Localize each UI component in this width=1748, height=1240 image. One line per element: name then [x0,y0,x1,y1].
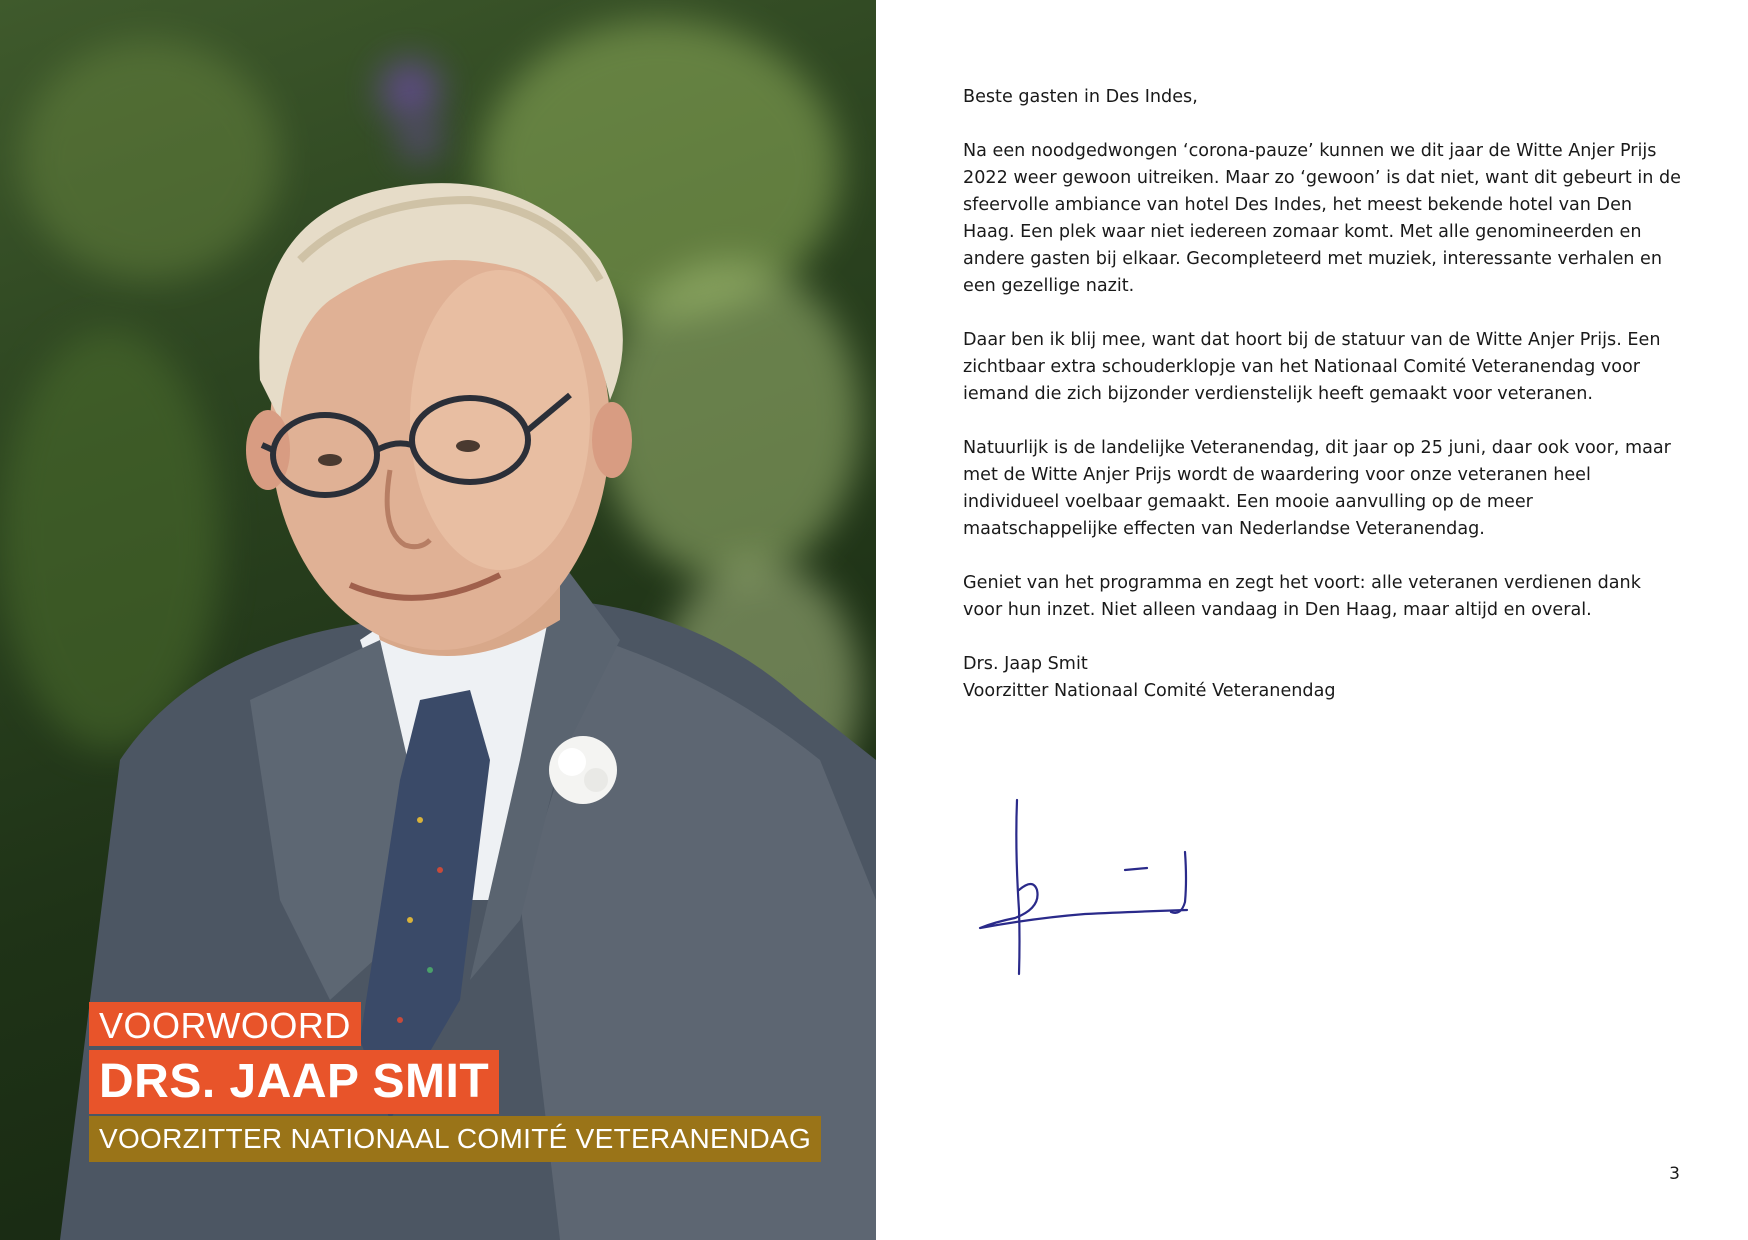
letter-paragraph: Geniet van het programma en zegt het voort: alle veteranen verdienen dank voor hun inzet. Niet alleen vandaag in Den Haag, maar altijd en overal. [963,573,1641,620]
handwritten-signature [975,790,1205,980]
letter-paragraph: Na een noodgedwongen ‘corona-pauze’ kunnen we dit jaar de Witte Anjer Prijs 2022 weer gewoon uitreiken. Maar zo ‘gewoon’ is dat niet, want dit gebeurt in de sfeervolle ambiance van hotel Des Indes, het meest bekende hotel van Den Haag. Een plek waar niet iedereen zomaar komt. Met alle genomineerden en andere gasten bij elkaar. Gecompleteerd met muziek, interessante verhalen en een gezellige nazit. [963,141,1681,296]
person-role-title: VOORZITTER NATIONAAL COMITÉ VETERANENDAG [89,1116,821,1162]
letter-paragraph: Daar ben ik blij mee, want dat hoort bij de statuur van de Witte Anjer Prijs. Een zichtbaar extra schouderklopje van het Nationaal Comité Veteranendag voor iemand die zich bijzonder verdienstelijk heeft gemaakt voor veteranen. [963,330,1661,404]
foreword-letter [963,84,1683,705]
page-number: 3 [1669,1164,1680,1184]
signature-block [963,651,1683,705]
person-name-title: DRS. JAAP SMIT [89,1050,499,1114]
letter-paragraph: Natuurlijk is de landelijke Veteranendag, dit jaar op 25 juni, daar ook voor, maar met de Witte Anjer Prijs wordt de waardering voor onze veteranen heel individueel voelbaar gemaakt. Een mooie aanvulling op de meer maatschappelijke effecten van Nederlandse Veteranendag. [963,438,1671,539]
signer-title: Voorzitter Nationaal Comité Veteranendag [963,681,1336,701]
salutation: Beste gasten in Des Indes, [963,87,1198,107]
signer-name: Drs. Jaap Smit [963,654,1088,674]
section-kicker: VOORWOORD [89,1002,361,1046]
